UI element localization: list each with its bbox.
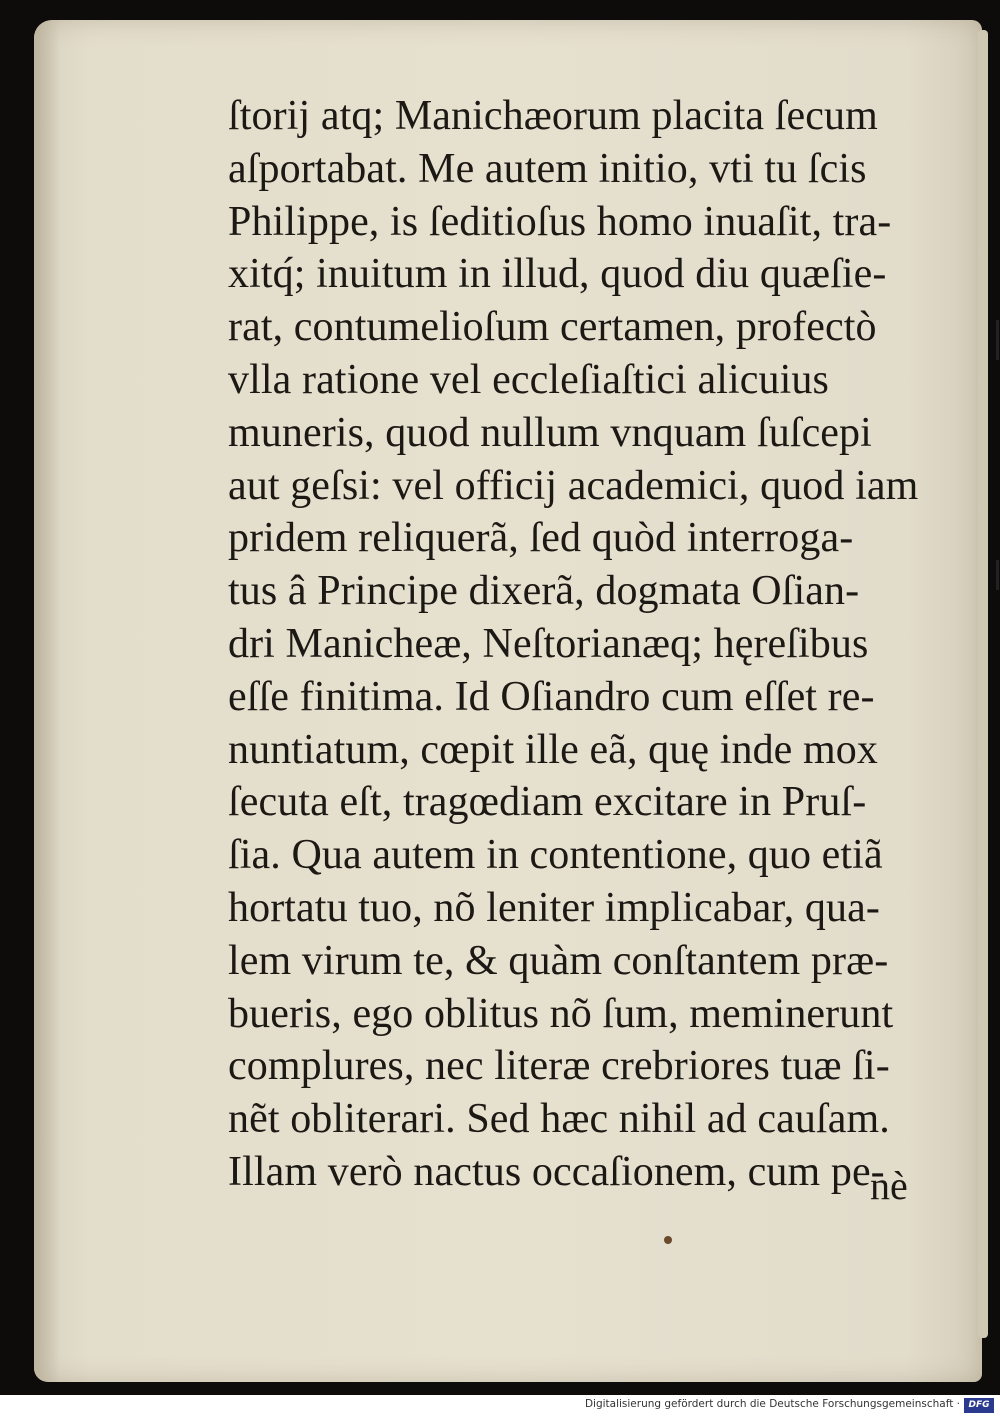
page-fore-edge [978,30,988,1338]
text-line: pridem reliquerã, ſed quòd interroga- [228,515,854,562]
text-line: rat, contumelioſum certamen, profectò [228,304,877,351]
page-text [228,90,928,1199]
funding-credit: Digitalisierung gefördert durch die Deutsche Forschungsgemeinschaft · [584,1398,960,1410]
text-line: aut geſsi: vel officij academici, quod iam [228,462,919,509]
text-line: muneris, quod nullum vnquam ſuſcepi [228,409,872,456]
text-line: dri Manicheæ, Neſtorianæq; hęreſibus [228,620,869,667]
text-line: aſportabat. Me autem initio, vti tu ſcis [228,145,867,192]
text-line: Illam verò nactus occaſionem, cum pe- [228,1148,885,1195]
text-line: ſecuta eſt, tragœdiam excitare in Pruſ- [228,779,867,826]
text-line: xitq́; inuitum in illud, quod diu quæſie- [228,251,887,298]
scan-edge-mark [996,320,999,360]
page-gutter-shadow [34,20,60,1382]
text-line: nuntiatum, cœpit ille eã, quę inde mox [228,726,878,773]
text-line: complures, nec literæ crebriores tuæ ſi- [228,1043,890,1090]
ink-stain [664,1236,672,1244]
text-line: bueris, ego oblitus nõ ſum, meminerunt [228,990,894,1037]
text-line: eſſe finitima. Id Oſiandro cum eſſet re- [228,673,875,720]
scan-edge-mark [996,560,999,590]
text-line: tus â Principe dixerã, dogmata Oſian- [228,568,860,615]
text-line: hortatu tuo, nõ leniter implicabar, qua- [228,884,880,931]
text-line: nẽt obliterari. Sed hæc nihil ad cauſam. [228,1096,890,1143]
text-line: ſia. Qua autem in contentione, quo etiã [228,832,883,879]
text-line: ſtorij atq; Manichæorum placita ſecum [228,93,878,139]
dfg-logo-icon: DFG [964,1398,994,1413]
text-line: lem virum te, & quàm conſtantem præ- [228,937,889,984]
catchword: nè [870,1163,908,1208]
text-line: Philippe, is ſeditioſus homo inuaſit, tra- [228,198,892,245]
text-line: vlla ratione vel eccleſiaſtici alicuius [228,356,829,403]
